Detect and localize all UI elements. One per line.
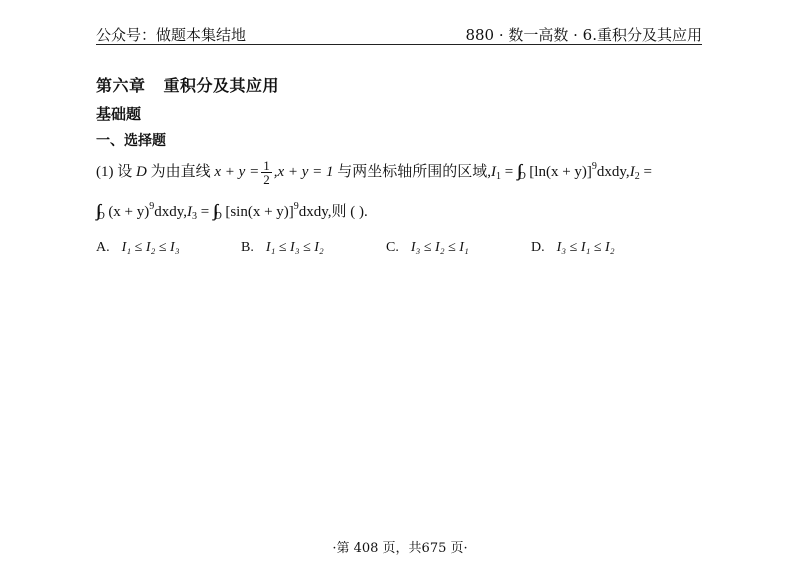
question-ending: dxdy,则 ( ).: [298, 204, 368, 220]
option-d[interactable]: [531, 240, 615, 256]
section-title: 基础题: [96, 105, 142, 123]
option-a-text: I₁ ≤ I₂ ≤ I₃: [121, 240, 180, 255]
dxdy-2: dxdy,: [154, 204, 188, 220]
option-c-text: I₃ ≤ I₂ ≤ I₁: [410, 240, 469, 255]
double-integral-icon: ∫∫: [213, 201, 215, 220]
integrand-1: [ln(x + y)]: [529, 163, 592, 180]
question-line-1: (1) 设 D 为由直线 x + y = $\frac{1}{2}$ ,x + y = 1 与两坐标轴所围的区域$,I_1 = \int\int_D$ $[\ln(x + y)]^9dxdy,I_2$ =: [96, 158, 652, 187]
option-d-text: I₃ ≤ I₁ ≤ I₂: [556, 240, 615, 255]
option-a-label: A.: [96, 240, 110, 255]
power-3: 9: [293, 201, 299, 212]
power-2: 9: [149, 201, 155, 212]
option-b-label: B.: [241, 240, 254, 255]
integrand-2: (x + y): [108, 204, 150, 220]
power-1: 9: [591, 160, 597, 172]
option-b-text: I₁ ≤ I₃ ≤ I₂: [265, 240, 324, 255]
fraction-denominator: 2: [263, 172, 270, 187]
option-a[interactable]: [96, 240, 180, 256]
integral-I1-symbol: I: [491, 163, 497, 180]
question-index: (1): [96, 163, 114, 180]
line-equation-1: x + y =: [214, 163, 260, 180]
chapter-title: [96, 73, 279, 96]
dxdy-1: dxdy,: [596, 163, 630, 180]
option-c-label: C.: [386, 240, 399, 255]
region-text: 为由直线: [150, 163, 211, 180]
fraction-numerator: 1: [263, 158, 270, 173]
header-source: 公众号：做题本集结地: [96, 26, 247, 44]
option-b[interactable]: [241, 240, 324, 256]
integral-I3-symbol: I: [187, 204, 193, 220]
chapter-number: 第六章: [96, 76, 146, 95]
header-topic: 880 · 数一高数 · 6.重积分及其应用: [465, 26, 702, 44]
double-integral-icon: ∫∫: [96, 201, 98, 220]
fraction-half: [261, 159, 272, 186]
double-integral-icon: ∫∫: [516, 160, 519, 180]
chapter-name: 重积分及其应用: [163, 76, 280, 95]
integrand-3: [sin(x + y)]: [225, 204, 294, 220]
page-header: [96, 22, 702, 45]
region-symbol: D: [136, 163, 147, 180]
integral-I2-symbol: I: [629, 163, 635, 180]
question-line-2: $\int\int_D$ $(x + y)^9dxdy,I_3 = \int\int_D$ $[\sin(x + y)]^9dxdy$,则 ( ).: [96, 201, 368, 222]
option-d-label: D.: [531, 240, 545, 255]
line-equation-2: ,x + y = 1: [273, 163, 334, 180]
axes-text: 与两坐标轴所围的区域,: [337, 163, 492, 180]
subsection-title: 一、选择题: [96, 133, 166, 149]
question-intro: 设: [117, 163, 133, 180]
page-footer: ·第 408 页，共675 页·: [332, 541, 468, 556]
option-c[interactable]: [386, 240, 469, 256]
